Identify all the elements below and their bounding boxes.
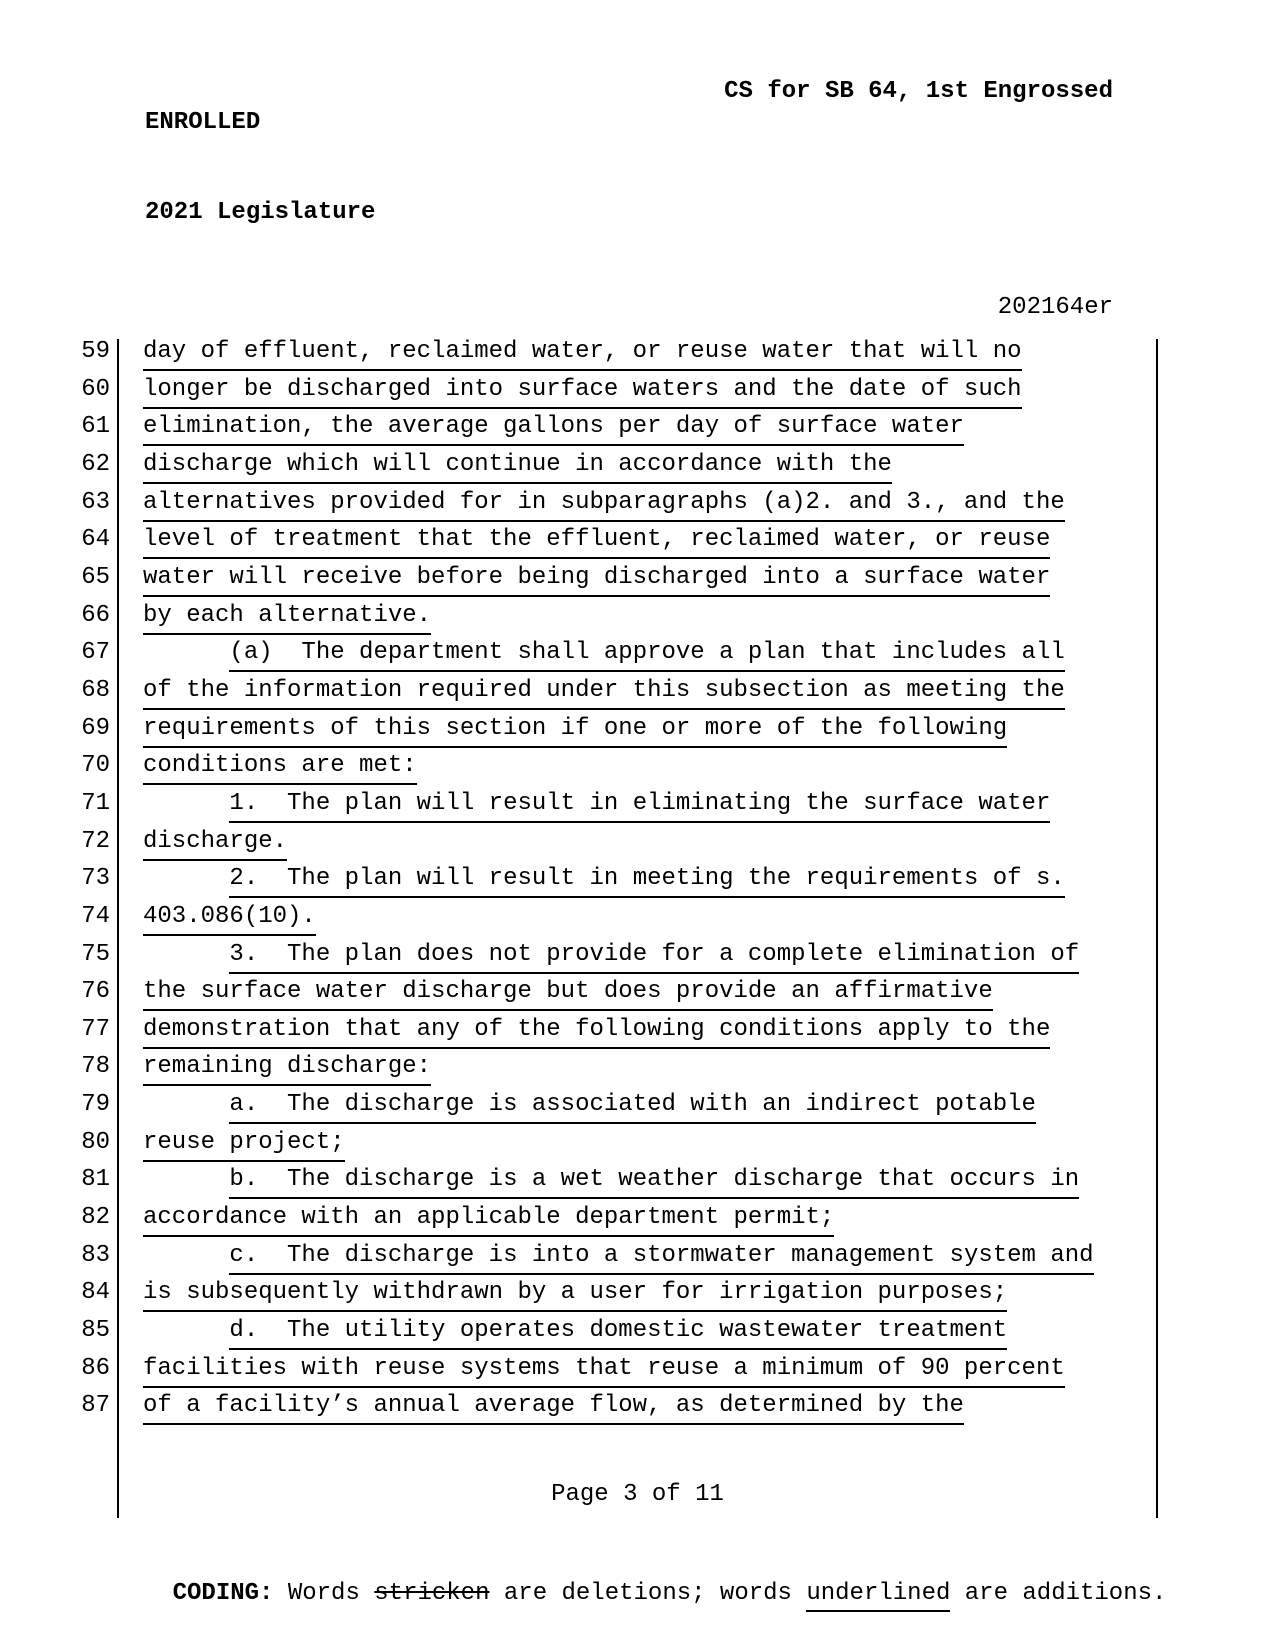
line-content: facilities with reuse systems that reuse a minimum of 90 percent bbox=[143, 1353, 1065, 1388]
line-number: 78 bbox=[81, 1053, 110, 1081]
line-content: demonstration that any of the following conditions apply to the bbox=[143, 1014, 1050, 1049]
line-content: the surface water discharge but does provide an affirmative bbox=[143, 976, 993, 1011]
coding-text bbox=[273, 1580, 1166, 1607]
line-content: of the information required under this subsection as meeting the bbox=[143, 675, 1065, 710]
coding-part-underline: underlined bbox=[806, 1579, 950, 1612]
line-text bbox=[110, 1011, 1050, 1049]
line-content: conditions are met: bbox=[143, 750, 417, 785]
line-number: 84 bbox=[81, 1279, 110, 1307]
coding-part-plain: are additions. bbox=[950, 1580, 1167, 1607]
line-text bbox=[110, 408, 964, 446]
line-content: remaining discharge: bbox=[143, 1051, 431, 1086]
line-number: 75 bbox=[81, 940, 110, 968]
line-content: discharge. bbox=[143, 826, 287, 861]
bill-line bbox=[0, 1086, 1156, 1124]
bill-line bbox=[0, 785, 1156, 823]
bill-line bbox=[0, 521, 1156, 559]
bill-line bbox=[0, 1350, 1156, 1388]
bill-line bbox=[0, 408, 1156, 446]
line-content: 1. The plan will result in eliminating the surface water bbox=[229, 788, 1050, 823]
line-content: by each alternative. bbox=[143, 600, 431, 635]
line-text bbox=[110, 860, 1065, 898]
right-margin-rule bbox=[1156, 339, 1158, 1518]
line-number: 76 bbox=[81, 978, 110, 1006]
line-text bbox=[110, 484, 1065, 522]
line-number: 61 bbox=[81, 413, 110, 441]
bill-line bbox=[0, 446, 1156, 484]
line-content: is subsequently withdrawn by a user for irrigation purposes; bbox=[143, 1277, 1007, 1312]
bill-line bbox=[0, 371, 1156, 409]
coding-label: CODING: bbox=[172, 1580, 274, 1607]
line-content: discharge which will continue in accordance with the bbox=[143, 449, 892, 484]
bill-line bbox=[0, 1199, 1156, 1237]
line-content: 403.086(10). bbox=[143, 901, 316, 936]
line-text bbox=[110, 634, 1065, 672]
bill-line bbox=[0, 634, 1156, 672]
line-text bbox=[110, 785, 1050, 823]
line-number: 62 bbox=[81, 450, 110, 478]
bill-line bbox=[0, 559, 1156, 597]
bill-title: CS for SB 64, 1st Engrossed bbox=[724, 78, 1113, 105]
line-text bbox=[110, 1086, 1036, 1124]
line-content: water will receive before being discharged into a surface water bbox=[143, 562, 1050, 597]
line-content: of a facility’s annual average flow, as determined by the bbox=[143, 1390, 964, 1425]
line-number: 59 bbox=[81, 338, 110, 365]
line-content: reuse project; bbox=[143, 1127, 345, 1162]
header-left bbox=[145, 48, 375, 288]
line-text bbox=[110, 1199, 834, 1237]
bill-line bbox=[0, 1237, 1156, 1275]
line-number: 83 bbox=[81, 1241, 110, 1269]
line-number: 72 bbox=[81, 827, 110, 855]
line-content: b. The discharge is a wet weather discharge that occurs in bbox=[229, 1164, 1079, 1199]
bill-line bbox=[0, 710, 1156, 748]
line-number: 79 bbox=[81, 1091, 110, 1119]
legislature-label: 2021 Legislature bbox=[145, 199, 376, 226]
line-number: 67 bbox=[81, 639, 110, 667]
line-number: 71 bbox=[81, 789, 110, 817]
line-content: accordance with an applicable department permit; bbox=[143, 1202, 834, 1237]
line-text bbox=[110, 1274, 1007, 1312]
line-text bbox=[110, 1312, 1007, 1350]
line-text bbox=[110, 371, 1022, 409]
line-text bbox=[110, 747, 417, 785]
line-content: a. The discharge is associated with an indirect potable bbox=[229, 1089, 1036, 1124]
line-number: 86 bbox=[81, 1354, 110, 1382]
line-content: (a) The department shall approve a plan that includes all bbox=[229, 637, 1064, 672]
bill-line bbox=[0, 747, 1156, 785]
line-text bbox=[110, 1350, 1065, 1388]
line-number: 65 bbox=[81, 563, 110, 591]
bill-line bbox=[0, 1312, 1156, 1350]
line-content: 2. The plan will result in meeting the requirements of s. bbox=[229, 863, 1064, 898]
enrolled-label: ENROLLED bbox=[145, 109, 261, 136]
line-content: elimination, the average gallons per day of surface water bbox=[143, 411, 964, 446]
bill-line bbox=[0, 1387, 1156, 1425]
line-content: alternatives provided for in subparagraphs (a)2. and 3., and the bbox=[143, 487, 1065, 522]
line-content: level of treatment that the effluent, reclaimed water, or reuse bbox=[143, 524, 1050, 559]
line-number: 70 bbox=[81, 752, 110, 780]
line-text bbox=[110, 521, 1050, 559]
line-number: 87 bbox=[81, 1392, 110, 1420]
line-text bbox=[110, 973, 993, 1011]
line-text bbox=[110, 823, 287, 861]
line-text bbox=[110, 597, 431, 635]
line-text bbox=[110, 1124, 345, 1162]
line-text bbox=[110, 898, 316, 936]
bill-line bbox=[0, 1161, 1156, 1199]
coding-part-plain: are deletions; words bbox=[489, 1580, 807, 1607]
bill-text bbox=[0, 333, 1156, 1425]
line-number: 68 bbox=[81, 676, 110, 704]
bill-line bbox=[0, 1274, 1156, 1312]
line-content: day of effluent, reclaimed water, or reuse water that will no bbox=[143, 336, 1022, 371]
line-text bbox=[110, 936, 1079, 974]
line-text bbox=[110, 1161, 1079, 1199]
line-text bbox=[110, 1387, 964, 1425]
bill-line bbox=[0, 823, 1156, 861]
line-content: d. The utility operates domestic wastewater treatment bbox=[229, 1315, 1007, 1350]
line-number: 64 bbox=[81, 526, 110, 554]
line-content: longer be discharged into surface waters and the date of such bbox=[143, 374, 1022, 409]
coding-legend bbox=[115, 1552, 1166, 1639]
line-content: 3. The plan does not provide for a complete elimination of bbox=[229, 939, 1079, 974]
bill-line bbox=[0, 672, 1156, 710]
bill-line bbox=[0, 1124, 1156, 1162]
line-text bbox=[110, 333, 1022, 371]
line-text bbox=[110, 559, 1050, 597]
line-number: 60 bbox=[81, 375, 110, 403]
line-number: 69 bbox=[81, 714, 110, 742]
line-text bbox=[110, 710, 1007, 748]
bill-line bbox=[0, 936, 1156, 974]
bill-line bbox=[0, 860, 1156, 898]
line-number: 66 bbox=[81, 601, 110, 629]
bill-line bbox=[0, 484, 1156, 522]
bill-line bbox=[0, 973, 1156, 1011]
line-text bbox=[110, 1237, 1094, 1275]
line-number: 73 bbox=[81, 865, 110, 893]
doc-code: 202164er bbox=[997, 294, 1113, 321]
line-number: 77 bbox=[81, 1015, 110, 1043]
line-text bbox=[110, 446, 892, 484]
line-content: requirements of this section if one or more of the following bbox=[143, 713, 1007, 748]
bill-line bbox=[0, 597, 1156, 635]
line-number: 63 bbox=[81, 488, 110, 516]
bill-line bbox=[0, 333, 1156, 371]
line-number: 82 bbox=[81, 1204, 110, 1232]
bill-line bbox=[0, 898, 1156, 936]
line-number: 80 bbox=[81, 1128, 110, 1156]
bill-line bbox=[0, 1048, 1156, 1086]
coding-part-strike: stricken bbox=[374, 1580, 490, 1607]
line-content: c. The discharge is into a stormwater management system and bbox=[229, 1240, 1093, 1275]
line-text bbox=[110, 672, 1065, 710]
page-number: Page 3 of 11 bbox=[551, 1481, 724, 1508]
line-number: 74 bbox=[81, 902, 110, 930]
bill-line bbox=[0, 1011, 1156, 1049]
line-text bbox=[110, 1048, 431, 1086]
coding-part-plain: Words bbox=[273, 1580, 375, 1607]
line-number: 85 bbox=[81, 1317, 110, 1345]
line-number: 81 bbox=[81, 1166, 110, 1194]
